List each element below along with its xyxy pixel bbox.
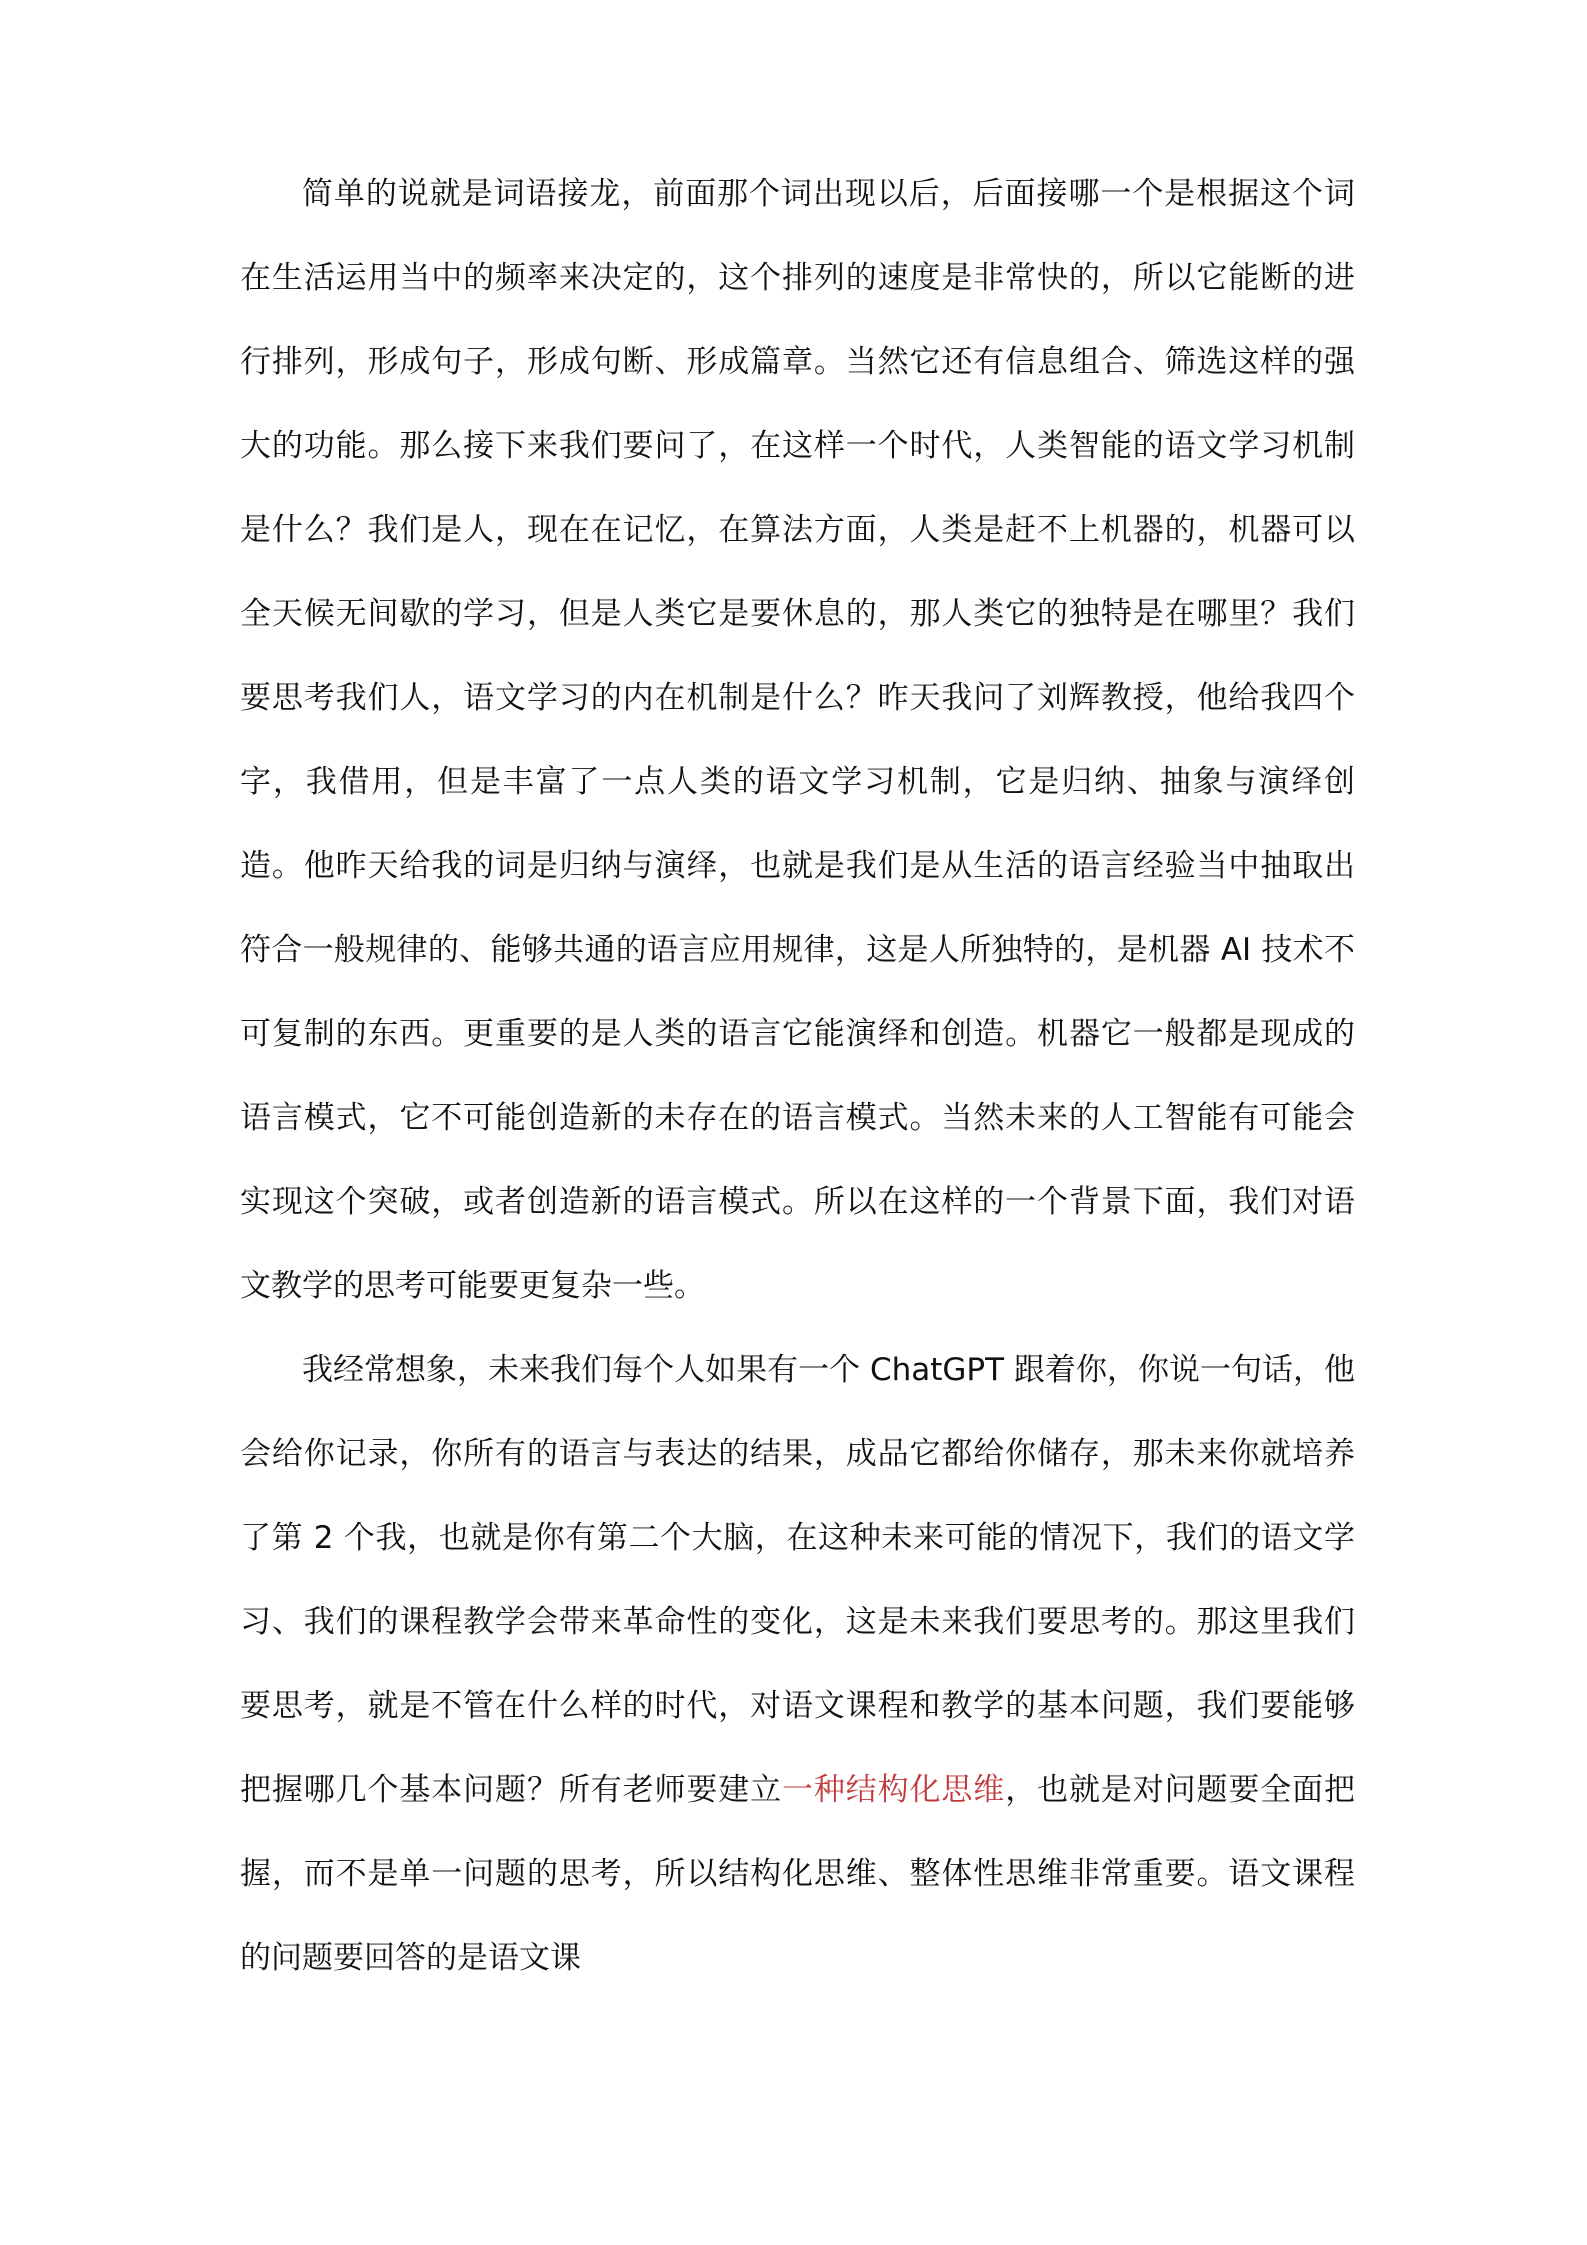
paragraph-1-text: 简单的说就是词语接龙，前面那个词出现以后，后面接哪一个是根据这个词在生活运用当中的频率来决定的，这个排列的速度是非常快的，所以它能断的进行排列，形成句子，形成句断、形成篇章。当然它还有信息组合、筛选这样的强大的功能。那么接下来我们要问了，在这样一个时代，人类智能的语文学习机制是什么？我们是人，现在在记忆，在算法方面，人类是赶不上机器的，机器可以全天候无间歇的学习，但是人类它是要休息的，那人类它的独特是在哪里？我们要思考我们人，语文学习的内在机制是什么？昨天我问了刘辉教授，他给我四个字，我借用，但是丰富了一点人类的语文学习机制，它是归纳、抽象与演绎创造。他昨天给我的词是归纳与演绎，也就是我们是从生活的语言经验当中抽取出符合一般规律的、能够共通的语言应用规律，这是人所独特的，是机器 AI 技术不可复制的东西。更重要的是人类的语言它能演绎和创造。机器它一般都是现成的语言模式，它不可能创造新的未存在的语言模式。当然未来的人工智能有可能会实现这个突破，或者创造新的语言模式。所以在这样的一个背景下面，我们对语文教学的思考可能要更复杂一些。 (240, 176, 1355, 1304)
highlighted-phrase: 一种结构化思维 (782, 1772, 1006, 1808)
paragraph-1 (240, 152, 1355, 1328)
paragraph-2 (240, 1328, 1355, 2000)
paragraph-2-text-a: 我经常想象，未来我们每个人如果有一个 ChatGPT 跟着你，你说一句话，他会给你记录，你所有的语言与表达的结果，成品它都给你储存，那未来你就培养了第 2 个我，也就是你有第二个大脑，在这种未来可能的情况下，我们的语文学习、我们的课程教学会带来革命性的变化，这是未来我们要思考的。那这里我们要思考，就是不管在什么样的时代，对语文课程和教学的基本问题，我们要能够把握哪几个基本问题？所有老师要建立 (240, 1352, 1355, 1808)
body-text (240, 152, 1355, 2000)
paragraph-2-text-b: ，也就是对问题要全面把握，而不是单一问题的思考，所以结构化思维、整体性思维非常重要。语文课程的问题要回答的是语文课 (240, 1772, 1356, 1976)
